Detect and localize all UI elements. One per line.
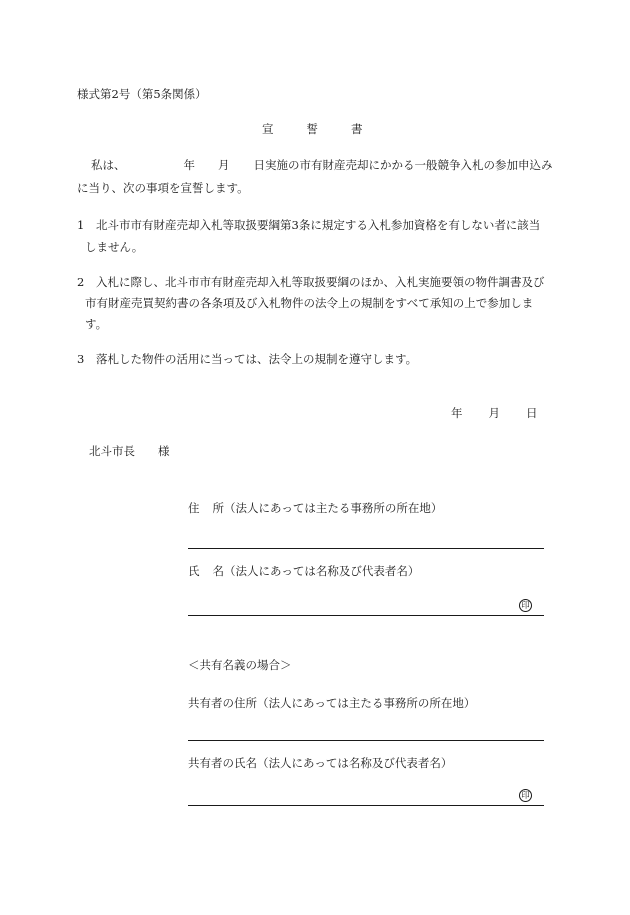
intro-paragraph-line-1 [77, 157, 553, 173]
oath-item-number: 2 [77, 275, 85, 289]
co-owner-address-label: 共有者の住所（法人にあっては主たる事務所の所在地） [188, 696, 476, 710]
co-owner-address-line [188, 740, 544, 741]
applicant-name-line [188, 615, 544, 616]
co-owner-name-line [188, 805, 544, 806]
applicant-address-line [188, 548, 544, 549]
seal-mark-icon: 印 [519, 599, 532, 612]
oath-item-2 [77, 274, 545, 290]
oath-item-2-continuation-1: 市有財産売買契約書の各条項及び入札物件の法令上の規制をすべて承知の上で参加しま [85, 296, 534, 310]
title-char-3: 書 [351, 122, 363, 136]
intro-month: 月 [218, 158, 230, 172]
oath-item-text: 北斗市市有財産売却入札等取扱要綱第3条に規定する入札参加資格を有しない者に該当 [96, 218, 541, 232]
oath-item-text: 入札に際し、北斗市市有財産売却入札等取扱要綱のほか、入札実施要領の物件調書及び [96, 275, 545, 289]
oath-item-1 [77, 217, 540, 233]
applicant-address-label: 住 所（法人にあっては主たる事務所の所在地） [188, 501, 443, 515]
document-title [262, 121, 363, 137]
addressee-name: 北斗市長 [89, 444, 135, 458]
intro-year: 年 [183, 158, 195, 172]
co-owner-heading: ＜共有名義の場合＞ [188, 658, 292, 672]
addressee [89, 443, 170, 459]
oath-item-number: 3 [77, 352, 85, 366]
oath-item-3 [77, 351, 417, 367]
oath-item-text: 落札した物件の活用に当っては、法令上の規制を遵守します。 [96, 352, 418, 366]
intro-paragraph-line-2: に当り、次の事項を宣誓します。 [77, 181, 249, 195]
applicant-name-label: 氏 名（法人にあっては名称及び代表者名） [188, 564, 420, 578]
intro-part-1: 私は、 [91, 158, 126, 172]
signing-date [451, 405, 538, 421]
oath-item-number: 1 [77, 218, 85, 232]
form-number: 様式第2号（第5条関係） [77, 87, 207, 101]
title-char-2: 誓 [306, 122, 318, 136]
oath-item-1-continuation: しません。 [85, 240, 144, 254]
oath-item-2-continuation-2: す。 [85, 317, 108, 331]
date-year: 年 [451, 406, 463, 420]
co-owner-name-label: 共有者の氏名（法人にあっては名称及び代表者名） [188, 756, 453, 770]
title-char-1: 宣 [262, 122, 274, 136]
intro-part-2: 日実施の市有財産売却にかかる一般競争入札の参加申込み [253, 158, 553, 172]
co-owner-seal-mark-icon: 印 [519, 789, 532, 802]
addressee-honorific: 様 [158, 444, 170, 458]
date-day: 日 [526, 406, 538, 420]
date-month: 月 [488, 406, 500, 420]
